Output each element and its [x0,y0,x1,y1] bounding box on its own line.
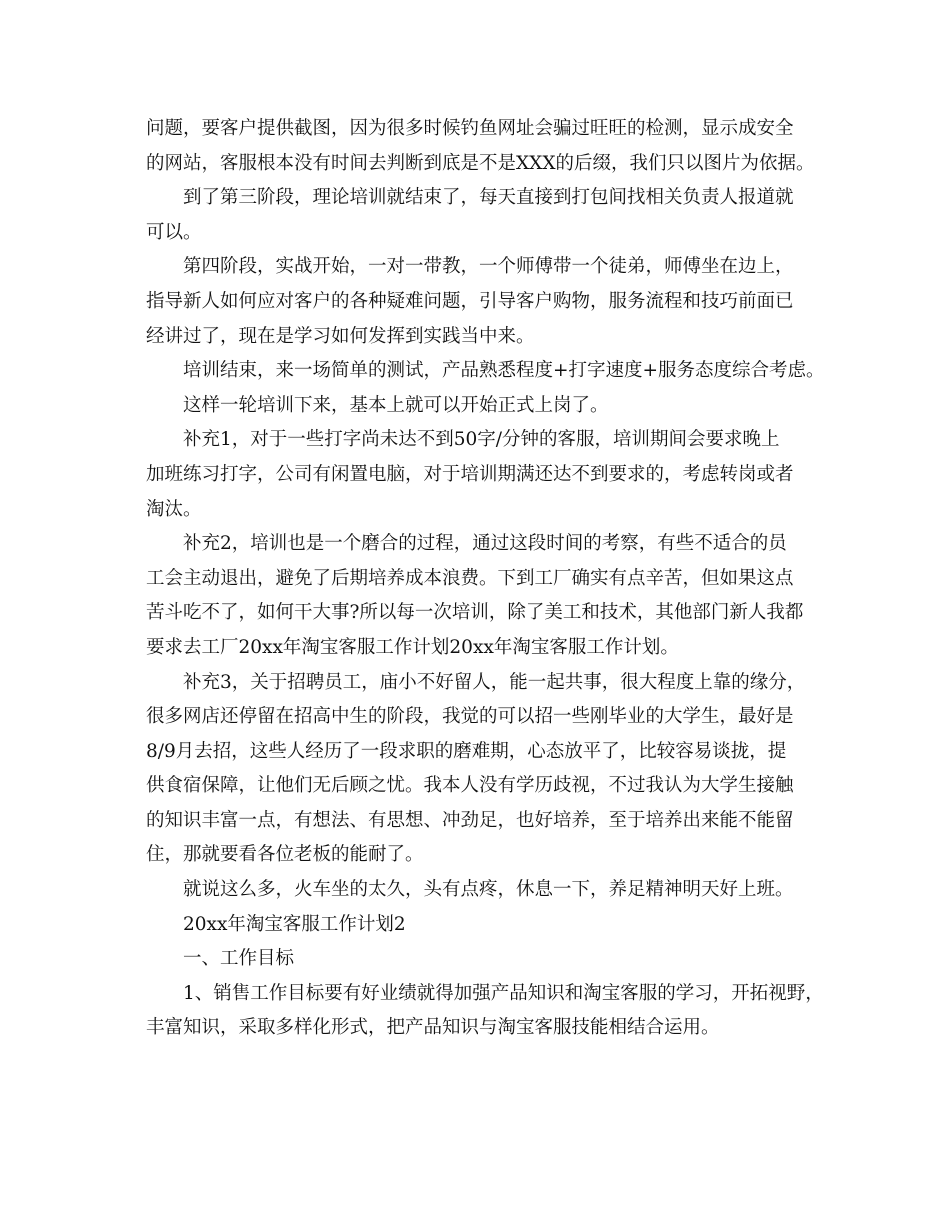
text-line: 丰富知识，采取多样化形式，把产品知识与淘宝客服技能相结合运用。 [146,1017,720,1039]
text-line: 加班练习打字，公司有闲置电脑，对于培训期满还达不到要求的，考虑转岗或者 [146,463,794,485]
text-line: 到了第三阶段，理论培训就结束了，每天直接到打包间找相关负责人报道就 [183,187,794,209]
text-line: 问题，要客户提供截图，因为很多时候钓鱼网址会骗过旺旺的检测，显示成安全 [146,118,794,139]
text-line: 要求去工厂20xx年淘宝客服工作计划20xx年淘宝客服工作计划。 [146,636,679,658]
text-line: 经讲过了，现在是学习如何发挥到实践当中来。 [146,325,535,347]
text-line: 8/9月去招，这些人经历了一段求职的磨难期，心态放平了，比较容易谈拢，提 [146,740,787,762]
text-line: 苦斗吃不了，如何干大事?所以每一次培训，除了美工和技术，其他部门新人我都 [146,602,804,624]
text-line: 工会主动退出，避免了后期培养成本浪费。下到工厂确实有点辛苦，但如果这点 [146,567,794,589]
text-line: 培训结束，来一场简单的测试，产品熟悉程度+打字速度+服务态度综合考虑。 [183,360,825,382]
text-line: 淘汰。 [146,498,202,520]
text-line: 很多网店还停留在招高中生的阶段，我觉的可以招一些刚毕业的大学生，最好是 [146,706,794,728]
text-line: 的知识丰富一点，有想法、有思想、冲劲足，也好培养，至于培养出来能不能留 [146,809,794,831]
text-line: 的网站，客服根本没有时间去判断到底是不是XXX的后缀，我们只以图片为依据。 [146,152,815,174]
text-line: 可以。 [146,221,202,243]
text-line: 就说这么多，火车坐的太久，头有点疼，休息一下，养足精神明天好上班。 [183,879,794,901]
text-line: 补充2，培训也是一个磨合的过程，通过这段时间的考察，有些不适合的员 [183,533,787,555]
text-line: 住，那就要看各位老板的能耐了。 [146,844,424,866]
text-line: 供食宿保障，让他们无后顾之忧。我本人没有学历歧视，不过我认为大学生接触 [146,775,794,797]
text-line: 20xx年淘宝客服工作计划2 [183,913,406,935]
text-line: 第四阶段，实战开始，一对一带教，一个师傅带一个徒弟，师傅坐在边上， [183,256,794,278]
text-line: 指导新人如何应对客户的各种疑难问题，引导客户购物，服务流程和技巧前面已 [146,290,794,312]
text-line: 这样一轮培训下来，基本上就可以开始正式上岗了。 [183,394,609,416]
text-line: 补充1，对于一些打字尚未达不到50字/分钟的客服，培训期间会要求晚上 [183,429,780,451]
text-line: 补充3，关于招聘员工，庙小不好留人，能一起共事，很大程度上靠的缘分， [183,671,806,693]
text-line: 1、销售工作目标要有好业绩就得加强产品知识和淘宝客服的学习，开拓视野， [183,982,824,1004]
document-body [146,112,825,1046]
text-line: 一、工作目标 [183,948,295,970]
